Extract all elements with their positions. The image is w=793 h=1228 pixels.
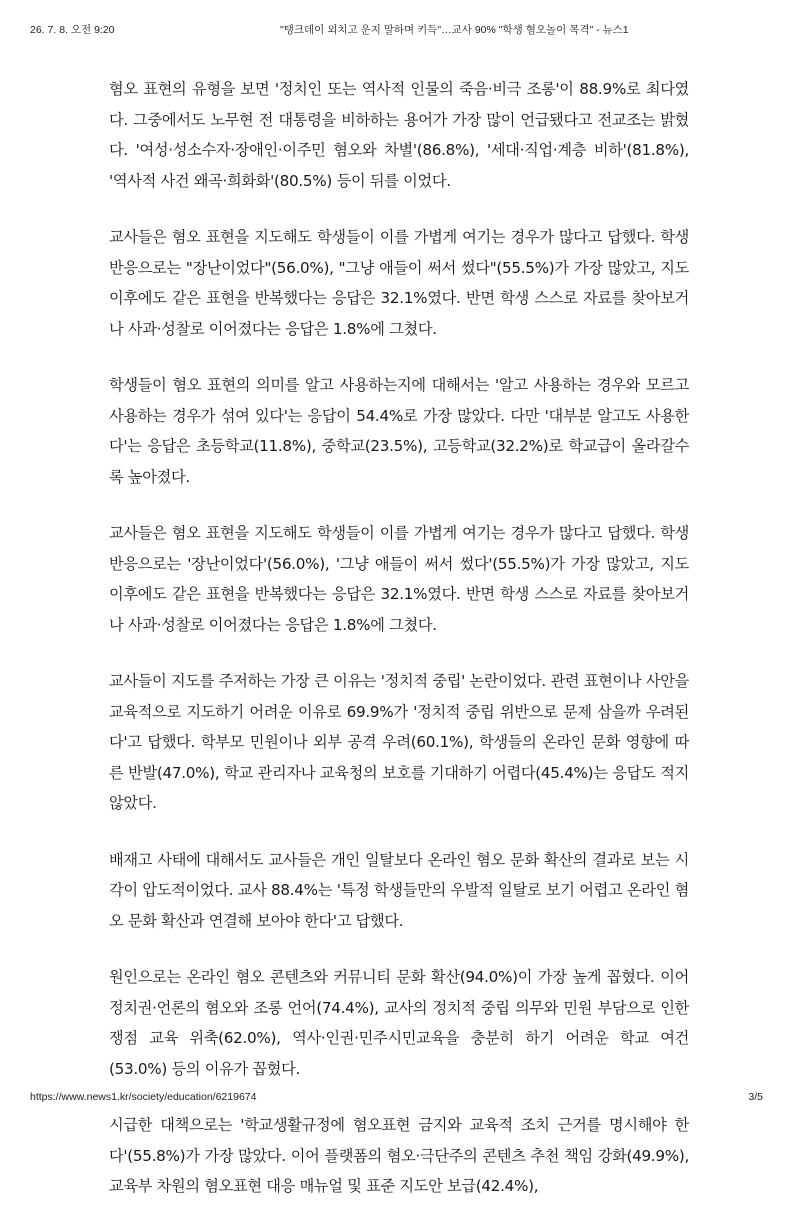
article-paragraph: 혐오 표현의 유형을 보면 '정치인 또는 역사적 인물의 죽음·비극 조롱'이 88.9%로 최다였다. 그중에서도 노무현 전 대통령을 비하하는 용어가 가장 많이 언급됐다고 전교조는 밝혔다. '여성·성소수자·장애인·이주민 혐오와 차별'(86.8%), '세대·직업·계층 비하'(81.8%), '역사적 사건 왜곡·희화화'(80.5%) 등이 뒤를 이었다.: [109, 80, 689, 190]
article-paragraph: 배재고 사태에 대해서도 교사들은 개인 일탈보다 온라인 혐오 문화 확산의 결과로 보는 시각이 압도적이었다. 교사 88.4%는 '특정 학생들만의 우발적 일탈로 보기 어렵고 온라인 혐오 문화 확산과 연결해 보아야 한다'고 답했다.: [109, 850, 689, 930]
article-paragraph: 학생들이 혐오 표현의 의미를 알고 사용하는지에 대해서는 '알고 사용하는 경우와 모르고 사용하는 경우가 섞여 있다'는 응답이 54.4%로 가장 많았다. 다만 '대부분 알고도 사용한다'는 응답은 초등학교(11.8%), 중학교(23.5%), 고등학교(32.2%)로 학교급이 올라갈수록 높아졌다.: [109, 376, 689, 486]
print-title: "탱크데이 외치고 운지 말하며 키득"…교사 90% "학생 혐오놀이 목격" - 뉴스1: [280, 24, 629, 36]
article-paragraph: 원인으로는 온라인 혐오 콘텐츠와 커뮤니티 문화 확산(94.0%)이 가장 높게 꼽혔다. 이어 정치권·언론의 혐오와 조롱 언어(74.4%), 교사의 정치적 중립 의무와 민원 부담으로 인한 쟁점 교육 위축(62.0%), 역사·인권·민주시민교육을 충분히 하기 어려운 학교 여건(53.0%) 등의 이유가 꼽혔다.: [109, 968, 689, 1078]
print-footer: [30, 1091, 763, 1107]
article-body: [109, 74, 689, 1228]
article-paragraph: 시급한 대책으로는 '학교생활규정에 혐오표현 금지와 교육적 조치 근거를 명시해야 한다'(55.8%)가 가장 많았다. 이어 플랫폼의 혐오·극단주의 콘텐츠 추천 책임 강화(49.9%), 교육부 차원의 혐오표현 대응 매뉴얼 및 표준 지도안 보급(42.4%),: [109, 1116, 689, 1195]
print-header: [30, 22, 763, 38]
article-paragraph: 교사들이 지도를 주저하는 가장 큰 이유는 '정치적 중립' 논란이었다. 관련 표현이나 사안을 교육적으로 지도하기 어려운 이유로 69.9%가 '정치적 중립 위반으로 문제 삼을까 우려된다'고 답했다. 학부모 민원이나 외부 공격 우려(60.1%), 학생들의 온라인 문화 영향에 따른 반발(47.0%), 학교 관리자나 교육청의 보호를 기대하기 어렵다(45.4%)는 응답도 적지 않았다.: [109, 672, 689, 812]
page-number: 3/5: [748, 1091, 763, 1103]
article-paragraph: 교사들은 혐오 표현을 지도해도 학생들이 이를 가볍게 여기는 경우가 많다고 답했다. 학생 반응으로는 "장난이었다"(56.0%), "그냥 애들이 써서 썼다"(55.5%)가 가장 많았고, 지도 이후에도 같은 표현을 반복했다는 응답은 32.1%였다. 반면 학생 스스로 자료를 찾아보거나 사과·성찰로 이어졌다는 응답은 1.8%에 그쳤다.: [109, 228, 689, 338]
article-paragraph: 교사들은 혐오 표현을 지도해도 학생들이 이를 가볍게 여기는 경우가 많다고 답했다. 학생 반응으로는 '장난이었다'(56.0%), '그냥 애들이 써서 썼다'(55.5%)가 가장 많았고, 지도 이후에도 같은 표현을 반복했다는 응답은 32.1%였다. 반면 학생 스스로 자료를 찾아보거나 사과·성찰로 이어졌다는 응답은 1.8%에 그쳤다.: [109, 524, 689, 634]
page-url: https://www.news1.kr/society/education/6219674: [30, 1091, 257, 1103]
print-date: 26. 7. 8. 오전 9:20: [30, 24, 115, 36]
